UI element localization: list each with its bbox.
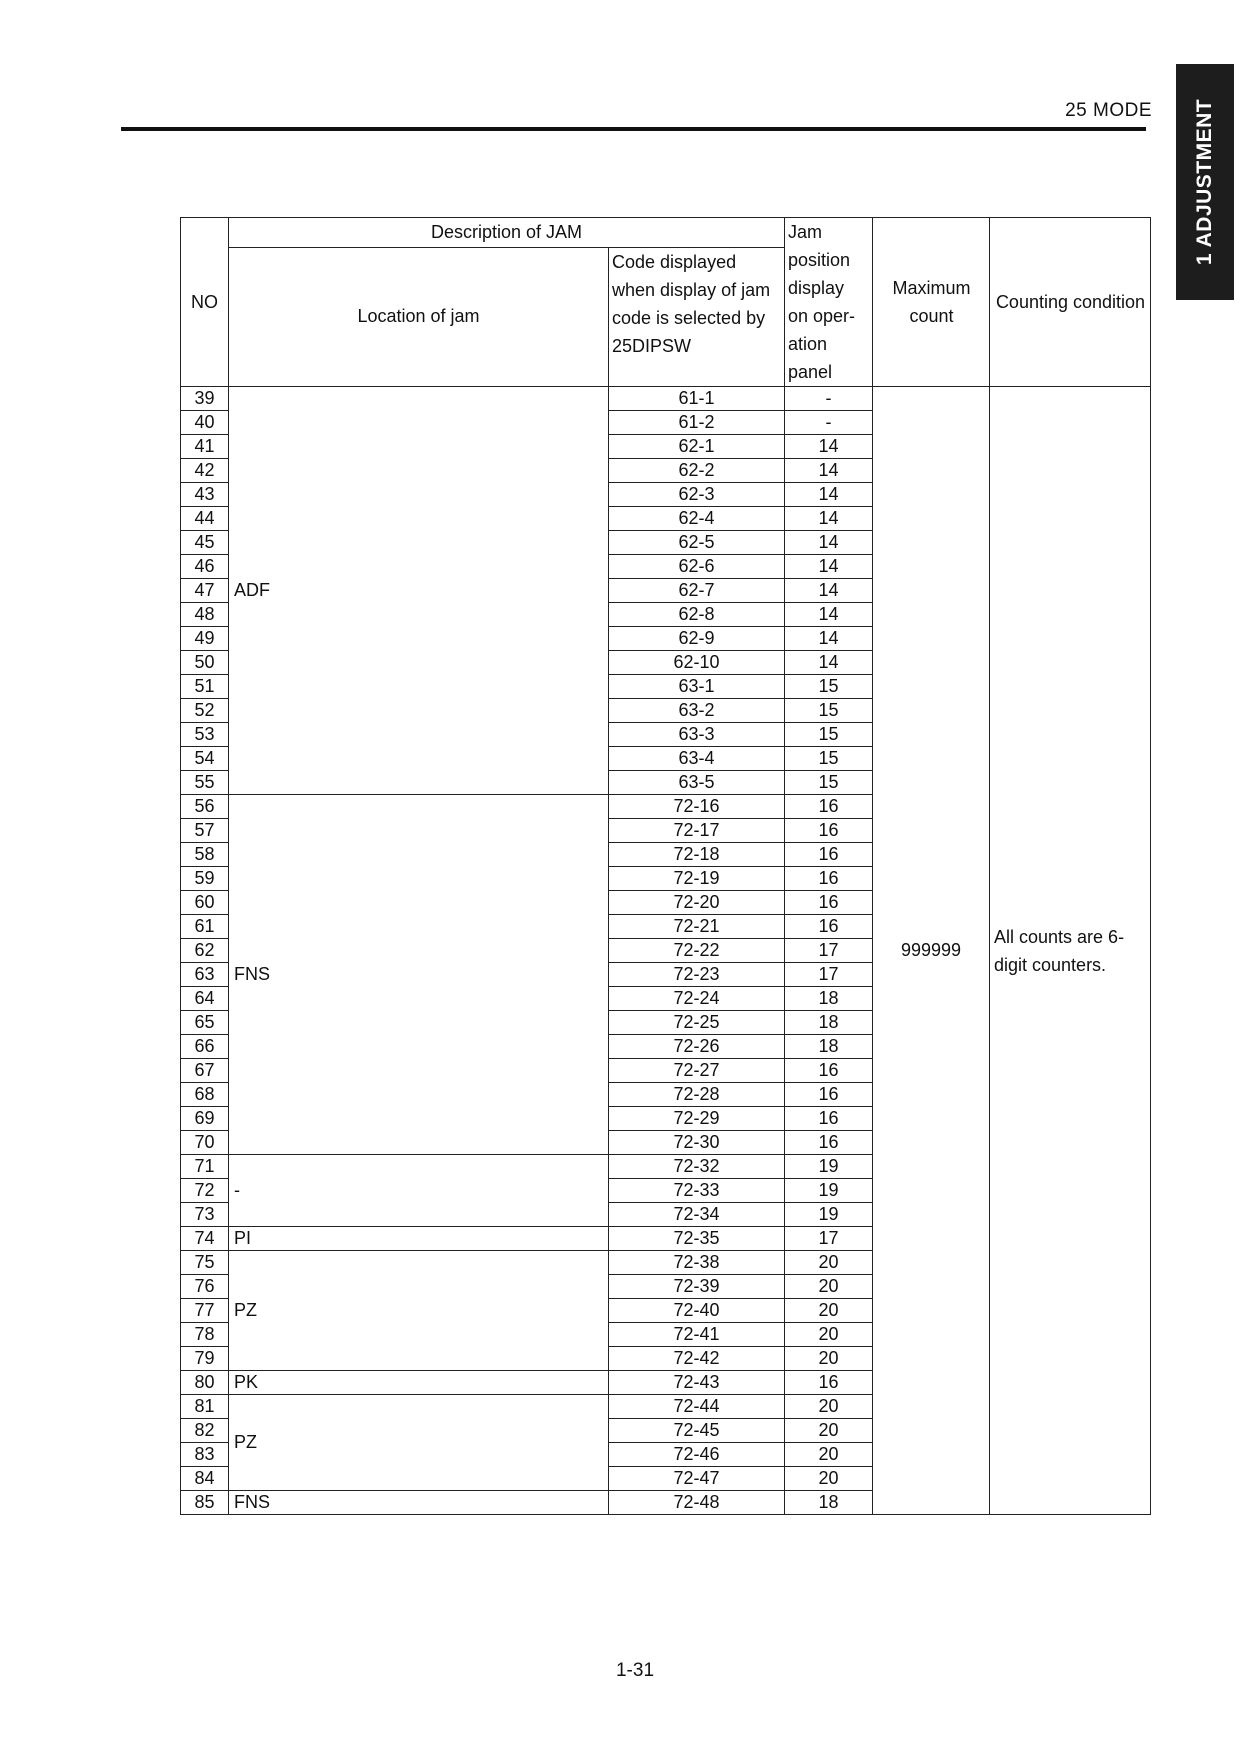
row-jam-position: 16 — [785, 1083, 873, 1107]
row-location: PK — [229, 1371, 609, 1395]
row-no: 83 — [181, 1443, 229, 1467]
row-jam-position: 14 — [785, 435, 873, 459]
row-no: 52 — [181, 699, 229, 723]
header-code: Code displayed when display of jam code is selected by 25DIPSW — [609, 247, 785, 386]
row-code: 72-40 — [609, 1299, 785, 1323]
row-jam-position: 16 — [785, 867, 873, 891]
page-number: 1-31 — [615, 1660, 655, 1681]
row-location: FNS — [229, 1491, 609, 1515]
header-rule — [121, 127, 1146, 131]
row-no: 55 — [181, 771, 229, 795]
row-code: 62-8 — [609, 603, 785, 627]
row-no: 48 — [181, 603, 229, 627]
row-code: 72-32 — [609, 1155, 785, 1179]
row-jam-position: 19 — [785, 1179, 873, 1203]
row-code: 72-43 — [609, 1371, 785, 1395]
row-jam-position: 18 — [785, 1011, 873, 1035]
row-no: 44 — [181, 507, 229, 531]
counting-condition-value: All counts are 6-digit counters. — [990, 387, 1151, 1515]
table-row — [181, 387, 1151, 411]
row-location: ADF — [229, 387, 609, 795]
row-code: 72-18 — [609, 843, 785, 867]
row-jam-position: 20 — [785, 1251, 873, 1275]
row-jam-position: 16 — [785, 843, 873, 867]
row-code: 62-1 — [609, 435, 785, 459]
row-code: 61-1 — [609, 387, 785, 411]
row-location: PI — [229, 1227, 609, 1251]
row-code: 72-24 — [609, 987, 785, 1011]
row-jam-position: 16 — [785, 795, 873, 819]
row-code: 72-22 — [609, 939, 785, 963]
row-jam-position: 19 — [785, 1203, 873, 1227]
row-no: 78 — [181, 1323, 229, 1347]
row-no: 77 — [181, 1299, 229, 1323]
row-no: 41 — [181, 435, 229, 459]
row-code: 72-33 — [609, 1179, 785, 1203]
row-code: 72-17 — [609, 819, 785, 843]
row-code: 72-30 — [609, 1131, 785, 1155]
row-code: 72-29 — [609, 1107, 785, 1131]
row-code: 63-1 — [609, 675, 785, 699]
row-no: 69 — [181, 1107, 229, 1131]
row-no: 65 — [181, 1011, 229, 1035]
row-no: 85 — [181, 1491, 229, 1515]
row-jam-position: 14 — [785, 459, 873, 483]
row-jam-position: 14 — [785, 579, 873, 603]
row-no: 47 — [181, 579, 229, 603]
row-code: 72-41 — [609, 1323, 785, 1347]
row-jam-position: 18 — [785, 1491, 873, 1515]
row-no: 40 — [181, 411, 229, 435]
row-jam-position: 20 — [785, 1347, 873, 1371]
row-jam-position: 16 — [785, 1131, 873, 1155]
row-code: 72-19 — [609, 867, 785, 891]
header-counting-condition: Counting condition — [990, 218, 1151, 387]
row-jam-position: 15 — [785, 675, 873, 699]
row-code: 72-48 — [609, 1491, 785, 1515]
row-jam-position: 14 — [785, 627, 873, 651]
row-code: 62-5 — [609, 531, 785, 555]
row-code: 62-4 — [609, 507, 785, 531]
row-code: 62-10 — [609, 651, 785, 675]
row-jam-position: 18 — [785, 987, 873, 1011]
row-code: 62-2 — [609, 459, 785, 483]
header-location: Location of jam — [229, 247, 609, 386]
row-code: 62-9 — [609, 627, 785, 651]
row-jam-position: 20 — [785, 1467, 873, 1491]
row-jam-position: 16 — [785, 819, 873, 843]
row-code: 72-38 — [609, 1251, 785, 1275]
row-no: 39 — [181, 387, 229, 411]
row-no: 42 — [181, 459, 229, 483]
row-jam-position: 18 — [785, 1035, 873, 1059]
row-jam-position: 14 — [785, 651, 873, 675]
row-location: FNS — [229, 795, 609, 1155]
row-location: PZ — [229, 1395, 609, 1491]
row-jam-position: 16 — [785, 891, 873, 915]
row-no: 50 — [181, 651, 229, 675]
header-description: Description of JAM — [229, 218, 785, 248]
row-code: 72-35 — [609, 1227, 785, 1251]
row-no: 68 — [181, 1083, 229, 1107]
row-jam-position: 14 — [785, 483, 873, 507]
row-jam-position: 15 — [785, 723, 873, 747]
row-jam-position: 14 — [785, 603, 873, 627]
row-jam-position: - — [785, 411, 873, 435]
row-no: 63 — [181, 963, 229, 987]
row-jam-position: 16 — [785, 915, 873, 939]
section-title: 25 MODE — [1065, 100, 1152, 121]
chapter-tab-label: 1 ADJUSTMENT — [1193, 98, 1216, 266]
row-code: 72-23 — [609, 963, 785, 987]
row-jam-position: 15 — [785, 747, 873, 771]
row-no: 80 — [181, 1371, 229, 1395]
row-code: 72-45 — [609, 1419, 785, 1443]
row-code: 72-47 — [609, 1467, 785, 1491]
row-code: 72-25 — [609, 1011, 785, 1035]
row-jam-position: 20 — [785, 1299, 873, 1323]
row-code: 72-46 — [609, 1443, 785, 1467]
chapter-tab — [1176, 64, 1234, 300]
row-location: - — [229, 1155, 609, 1227]
row-code: 72-44 — [609, 1395, 785, 1419]
row-code: 61-2 — [609, 411, 785, 435]
row-code: 63-3 — [609, 723, 785, 747]
row-no: 72 — [181, 1179, 229, 1203]
header-max-count: Maximum count — [873, 218, 990, 387]
row-code: 72-28 — [609, 1083, 785, 1107]
row-no: 62 — [181, 939, 229, 963]
row-no: 60 — [181, 891, 229, 915]
header-no: NO — [181, 218, 229, 387]
max-count-value: 999999 — [873, 387, 990, 1515]
row-jam-position: 17 — [785, 939, 873, 963]
row-no: 67 — [181, 1059, 229, 1083]
row-jam-position: - — [785, 387, 873, 411]
row-no: 70 — [181, 1131, 229, 1155]
row-no: 57 — [181, 819, 229, 843]
row-jam-position: 19 — [785, 1155, 873, 1179]
row-no: 53 — [181, 723, 229, 747]
row-jam-position: 16 — [785, 1107, 873, 1131]
row-jam-position: 15 — [785, 771, 873, 795]
row-no: 59 — [181, 867, 229, 891]
row-no: 49 — [181, 627, 229, 651]
row-jam-position: 16 — [785, 1371, 873, 1395]
row-no: 84 — [181, 1467, 229, 1491]
row-code: 63-5 — [609, 771, 785, 795]
row-no: 75 — [181, 1251, 229, 1275]
row-no: 66 — [181, 1035, 229, 1059]
row-code: 72-42 — [609, 1347, 785, 1371]
row-code: 63-2 — [609, 699, 785, 723]
row-code: 62-7 — [609, 579, 785, 603]
row-no: 45 — [181, 531, 229, 555]
row-no: 58 — [181, 843, 229, 867]
row-jam-position: 20 — [785, 1443, 873, 1467]
row-code: 72-21 — [609, 915, 785, 939]
table-body — [181, 387, 1151, 1515]
row-code: 62-6 — [609, 555, 785, 579]
row-location: PZ — [229, 1251, 609, 1371]
row-jam-position: 20 — [785, 1419, 873, 1443]
jam-counter-table — [180, 217, 1151, 1515]
row-no: 61 — [181, 915, 229, 939]
row-no: 82 — [181, 1419, 229, 1443]
row-jam-position: 17 — [785, 963, 873, 987]
row-no: 74 — [181, 1227, 229, 1251]
row-no: 79 — [181, 1347, 229, 1371]
row-no: 51 — [181, 675, 229, 699]
row-jam-position: 14 — [785, 555, 873, 579]
row-code: 72-34 — [609, 1203, 785, 1227]
row-jam-position: 15 — [785, 699, 873, 723]
header-jam-position: Jam position display on oper- ation panel — [785, 218, 873, 387]
row-jam-position: 20 — [785, 1275, 873, 1299]
row-no: 64 — [181, 987, 229, 1011]
row-jam-position: 14 — [785, 507, 873, 531]
row-code: 72-20 — [609, 891, 785, 915]
row-no: 56 — [181, 795, 229, 819]
row-no: 71 — [181, 1155, 229, 1179]
row-no: 81 — [181, 1395, 229, 1419]
row-jam-position: 20 — [785, 1395, 873, 1419]
row-code: 62-3 — [609, 483, 785, 507]
row-no: 73 — [181, 1203, 229, 1227]
row-jam-position: 14 — [785, 531, 873, 555]
row-jam-position: 16 — [785, 1059, 873, 1083]
row-jam-position: 17 — [785, 1227, 873, 1251]
row-no: 43 — [181, 483, 229, 507]
row-code: 63-4 — [609, 747, 785, 771]
row-no: 54 — [181, 747, 229, 771]
row-jam-position: 20 — [785, 1323, 873, 1347]
row-code: 72-27 — [609, 1059, 785, 1083]
row-code: 72-26 — [609, 1035, 785, 1059]
row-no: 46 — [181, 555, 229, 579]
row-no: 76 — [181, 1275, 229, 1299]
row-code: 72-39 — [609, 1275, 785, 1299]
row-code: 72-16 — [609, 795, 785, 819]
